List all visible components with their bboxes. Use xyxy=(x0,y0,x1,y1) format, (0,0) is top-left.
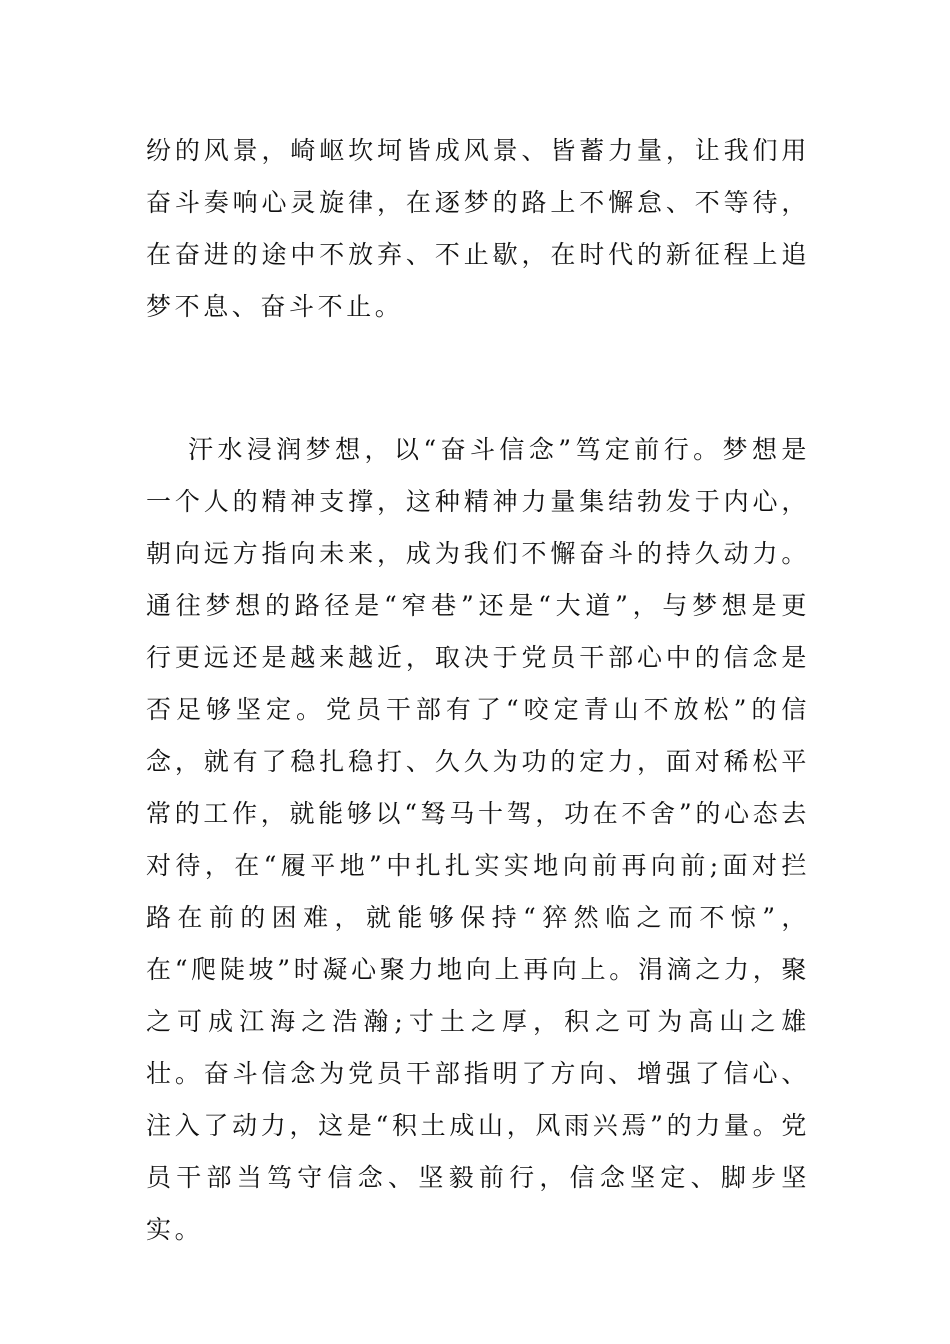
paragraph-continuation: 纷的风景，崎岖坎坷皆成风景、皆蓄力量，让我们用奋斗奏响心灵旋律，在逐梦的路上不懈怠、不等待，在奋进的途中不放弃、不止歇，在时代的新征程上追梦不息、奋斗不止。 xyxy=(146,136,810,321)
paragraph-body: 汗水浸润梦想，以“奋斗信念”笃定前行。梦想是一个人的精神支撑，这种精神力量集结勃发于内心，朝向远方指向未来，成为我们不懈奋斗的持久动力。通往梦想的路径是“窄巷”还是“大道”，与梦想是更行更远还是越来越近，取决于党员干部心中的信念是否足够坚定。党员干部有了“咬定青山不放松”的信念，就有了稳扎稳打、久久为功的定力，面对稀松平常的工作，就能够以“驽马十驾，功在不舍”的心态去对待，在“履平地”中扎扎实实地向前再向前;面对拦路在前的困难，就能够保持“猝然临之而不惊”，在“爬陡坡”时凝心聚力地向上再向上。涓滴之力，聚之可成江海之浩瀚;寸土之厚，积之可为高山之雄壮。奋斗信念为党员干部指明了方向、增强了信心、注入了动力，这是“积土成山，风雨兴焉”的力量。党员干部当笃守信念、坚毅前行，信念坚定、脚步坚实。 xyxy=(146,435,810,1244)
